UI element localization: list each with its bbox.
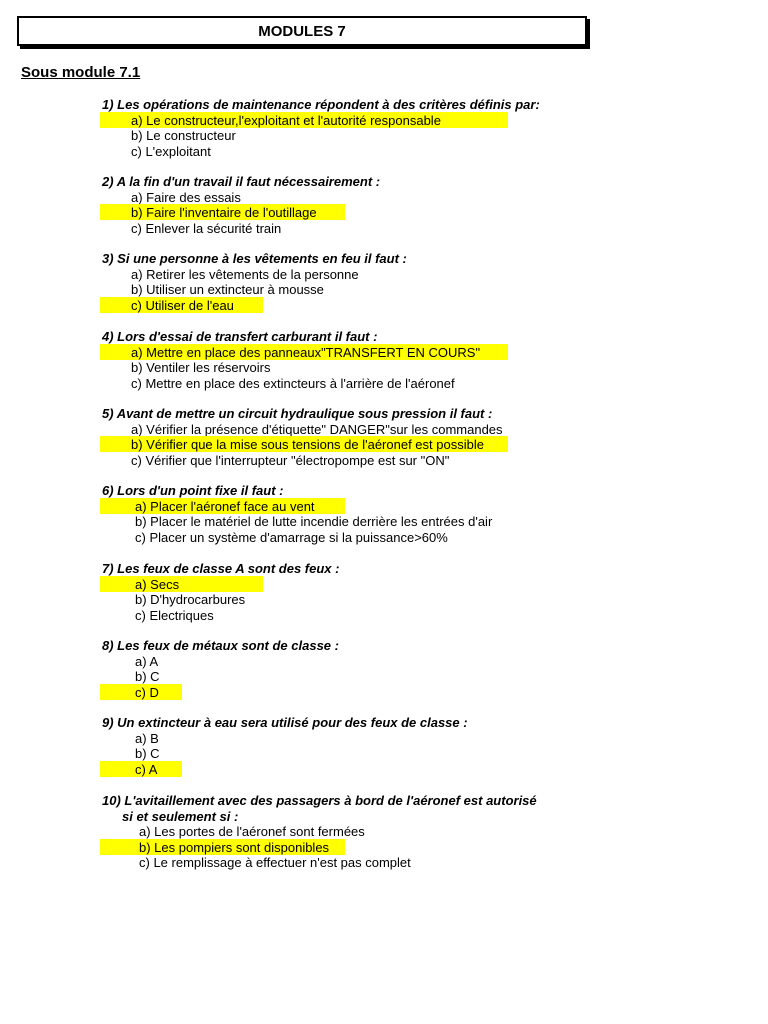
question-4-answer-a: a) Mettre en place des panneaux"TRANSFERT EN COURS"	[131, 344, 481, 360]
question-2-answer-c: c) Enlever la sécurité train	[131, 220, 282, 236]
question-9-answer-c: c) A	[135, 761, 158, 777]
question-8: 8) Les feux de métaux sont de classe :	[102, 638, 339, 653]
question-1-answer-c: c) L'exploitant	[131, 143, 211, 159]
question-3: 3) Si une personne à les vêtements en feu il faut :	[102, 251, 407, 266]
question-2-answer-a: a) Faire des essais	[131, 189, 241, 205]
question-9-answer-a: a) B	[135, 730, 159, 746]
question-6: 6) Lors d'un point fixe il faut :	[102, 483, 284, 498]
question-8-answer-b: b) C	[135, 669, 160, 684]
question-8-answer-c: c) D	[135, 684, 159, 700]
answer-highlight	[100, 576, 263, 592]
question-1: 1) Les opérations de maintenance répondent à des critères définis par:	[102, 97, 540, 112]
question-4-answer-b: b) Ventiler les réservoirs	[131, 360, 271, 375]
question-3-answer-b: b) Utiliser un extincteur à mousse	[131, 282, 324, 297]
question-6-answer-b: b) Placer le matériel de lutte incendie derrière les entrées d'air	[135, 514, 493, 529]
question-9-answer-b: b) C	[135, 746, 160, 761]
page-title: MODULES 7	[258, 22, 346, 40]
question-7-answer-a: a) Secs	[135, 576, 180, 592]
question-4: 4) Lors d'essai de transfert carburant il faut :	[102, 329, 378, 344]
question-10-answer-b: b) Les pompiers sont disponibles	[139, 839, 330, 855]
question-3-answer-c: c) Utiliser de l'eau	[131, 297, 234, 313]
question-10-answer-c: c) Le remplissage à effectuer n'est pas complet	[139, 855, 411, 870]
question-5: 5) Avant de mettre un circuit hydraulique sous pression il faut :	[102, 406, 493, 421]
question-6-answer-a: a) Placer l'aéronef face au vent	[135, 498, 315, 514]
question-1-answer-a: a) Le constructeur,l'exploitant et l'autorité responsable	[131, 112, 441, 128]
title-box	[17, 16, 587, 46]
question-2-answer-b: b) Faire l'inventaire de l'outillage	[131, 205, 317, 220]
question-10: 10) L'avitaillement avec des passagers à bord de l'aéronef est autorisé	[102, 793, 537, 808]
question-3-answer-a: a) Retirer les vêtements de la personne	[131, 266, 359, 282]
section-subtitle: Sous module 7.1	[21, 64, 141, 81]
question-9: 9) Un extincteur à eau sera utilisé pour des feux de classe :	[102, 715, 468, 730]
question-4-answer-c: c) Mettre en place des extincteurs à l'arrière de l'aéronef	[131, 375, 455, 391]
question-7: 7) Les feux de classe A sont des feux :	[102, 561, 340, 576]
question-5-answer-c: c) Vérifier que l'interrupteur "électropompe est sur "ON"	[131, 452, 450, 468]
question-10-line-2: si et seulement si :	[122, 808, 239, 824]
question-6-answer-c: c) Placer un système d'amarrage si la puissance>60%	[135, 529, 448, 545]
question-5-answer-a: a) Vérifier la présence d'étiquette" DANGER"sur les commandes	[131, 421, 503, 437]
question-8-answer-a: a) A	[135, 653, 159, 669]
question-7-answer-c: c) Electriques	[135, 607, 214, 623]
question-5-answer-b: b) Vérifier que la mise sous tensions de l'aéronef est possible	[131, 437, 484, 452]
question-2: 2) A la fin d'un travail il faut nécessairement :	[102, 174, 381, 189]
question-7-answer-b: b) D'hydrocarbures	[135, 592, 246, 607]
question-10-answer-a: a) Les portes de l'aéronef sont fermées	[139, 824, 365, 839]
question-1-answer-b: b) Le constructeur	[131, 128, 236, 143]
